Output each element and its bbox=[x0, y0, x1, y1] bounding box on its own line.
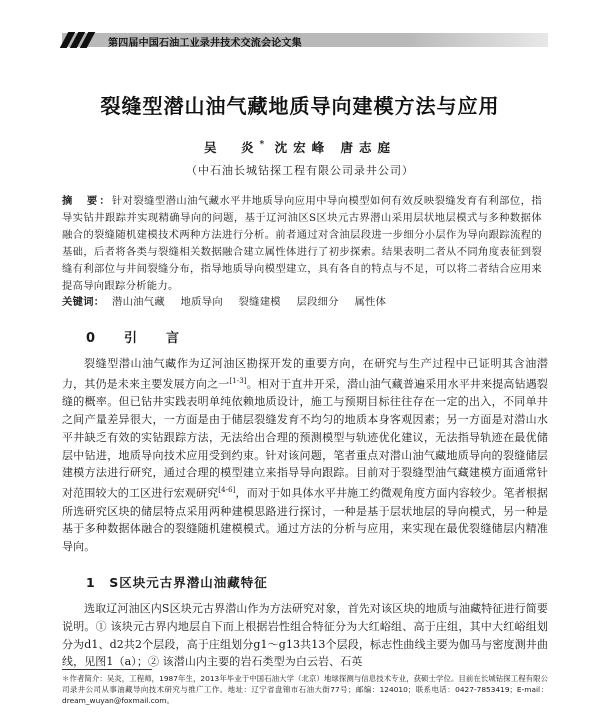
abstract-text: 针对裂缝型潜山油气藏水平井地质导向应用中导向模型如何有效反映裂缝发育有利部位，指导实钻井跟踪并实现精确导向的问题，基于辽河油区S区块元古界潜山采用层状地层模式与多种数据体融合的裂缝随机建模技术两种方法进行分析。前者通过对含油层段进一步细分小层作为导向跟踪流程的基础，后者将各类与裂缝相关数据融合建立属性体进行了初步探索。结果表明二者从不同角度表征到裂缝有利部位与井间裂缝分布，指导地质导向模型建立，具有各自的特点与不足，可以将二者结合应用来提高导向跟踪分析能力。 bbox=[62, 195, 543, 292]
intro-text-a: 裂缝型潜山油气藏作为辽河油区勘探开发的重要方向，在研究与生产过程中已证明其含油潜力，其仍是未来主要发展方向之一 bbox=[62, 357, 548, 391]
author-line bbox=[0, 138, 600, 156]
section-heading-intro: 0 引 言 bbox=[86, 331, 188, 346]
paper-title: 裂缝型潜山油气藏地质导向建模方法与应用 bbox=[100, 94, 500, 118]
keywords-label: 关键词： bbox=[62, 296, 105, 308]
keyword: 潜山油气藏 bbox=[111, 296, 165, 308]
citation: [4-6] bbox=[218, 486, 236, 495]
proceedings-header bbox=[62, 30, 548, 50]
author-1: 吴 炎 bbox=[204, 140, 260, 155]
section1-body bbox=[62, 600, 548, 671]
author-1-mark: * bbox=[259, 139, 265, 150]
intro-text-b: 。相对于直井开采，潜山油气藏普遍采用水平井来提高钻遇裂缝的概率。但已钻井实践表明单纯依赖地质设计，施工与预期目标往往存在一定的出入，不同单井之间产量差异很大，一方面是由于储层裂缝发育不均匀的地质本身客观因素；另一方面是对潜山水平井缺乏有效的实钻跟踪方法，无法给出合理的预测模型与轨迹优化建议，无法指导轨迹在最优储层中钻进，地质导向技术应用受到约束。针对该问题，笔者重点对潜山油气藏地质导向的裂缝储层建模方法进行研究，通过合理的模型建立来指导导向跟踪。目前对于裂缝型油气藏建模方面通常针对范围较大的工区进行宏观研究 bbox=[62, 377, 549, 500]
header-slash-icon bbox=[64, 30, 94, 50]
section-heading-1: 1 S区块元古界潜山油藏特征 bbox=[86, 575, 268, 590]
intro-body bbox=[62, 355, 548, 556]
header-text: 第四届中国石油工业录井技术交流会论文集 bbox=[108, 38, 302, 49]
footnote-rule bbox=[62, 669, 152, 670]
keywords bbox=[62, 293, 542, 308]
intro-paragraph bbox=[62, 355, 548, 556]
citation: [1-3] bbox=[229, 376, 247, 385]
abstract bbox=[62, 193, 542, 295]
keyword: 属性体 bbox=[354, 296, 387, 308]
affiliation: （中石油长城钻探工程有限公司录井公司） bbox=[186, 164, 414, 177]
author-footnote: ＊作者简介：吴炎，工程师，1987年生，2013年毕业于中国石油大学（北京）地球探测与信息技术专业，获硕士学位。目前在长城钻探工程有限公司录井公司从事油藏导向技术研究与推广工作。地址：辽宁省盘锦市石油大街77号；邮编：124010；联系电话：0427-7853419；E-mail：dream_wuyan@foxmail.com。 bbox=[62, 674, 548, 705]
intro-text-c: ，而对于如具体水平井施工约微观角度方面内容较少。笔者根据所选研究区块的储层特点采用两种建模思路进行探讨，一种是基于层状地层的导向模式，另一种是基于多种数据体融合的裂缝随机建模模式。通过方法的分析与应用，来实现在最优裂缝储层内精准导向。 bbox=[62, 486, 548, 554]
keyword: 裂缝建模 bbox=[238, 296, 281, 308]
abstract-label: 摘 要： bbox=[62, 195, 112, 207]
author-3: 唐志庭 bbox=[340, 140, 396, 155]
section1-paragraph: 选取辽河油区内S区块元古界潜山作为方法研究对象，首先对该区块的地质与油藏特征进行简要说明。① 该块元古界内地层自下而上根据岩性组合特征分为大红峪组、高于庄组，其中大红峪组划分为d1、d2共2个层段，高于庄组划分g1～g13共13个层段，标志性曲线主要为伽马与密度测井曲线，见图1（a）；② 该潜山内主要的岩石类型为白云岩、石英 bbox=[62, 602, 548, 669]
author-2: 沈宏峰 bbox=[274, 140, 331, 155]
keyword: 地质导向 bbox=[180, 296, 223, 308]
keyword: 层段细分 bbox=[296, 296, 339, 308]
header-band-fade bbox=[408, 33, 548, 47]
